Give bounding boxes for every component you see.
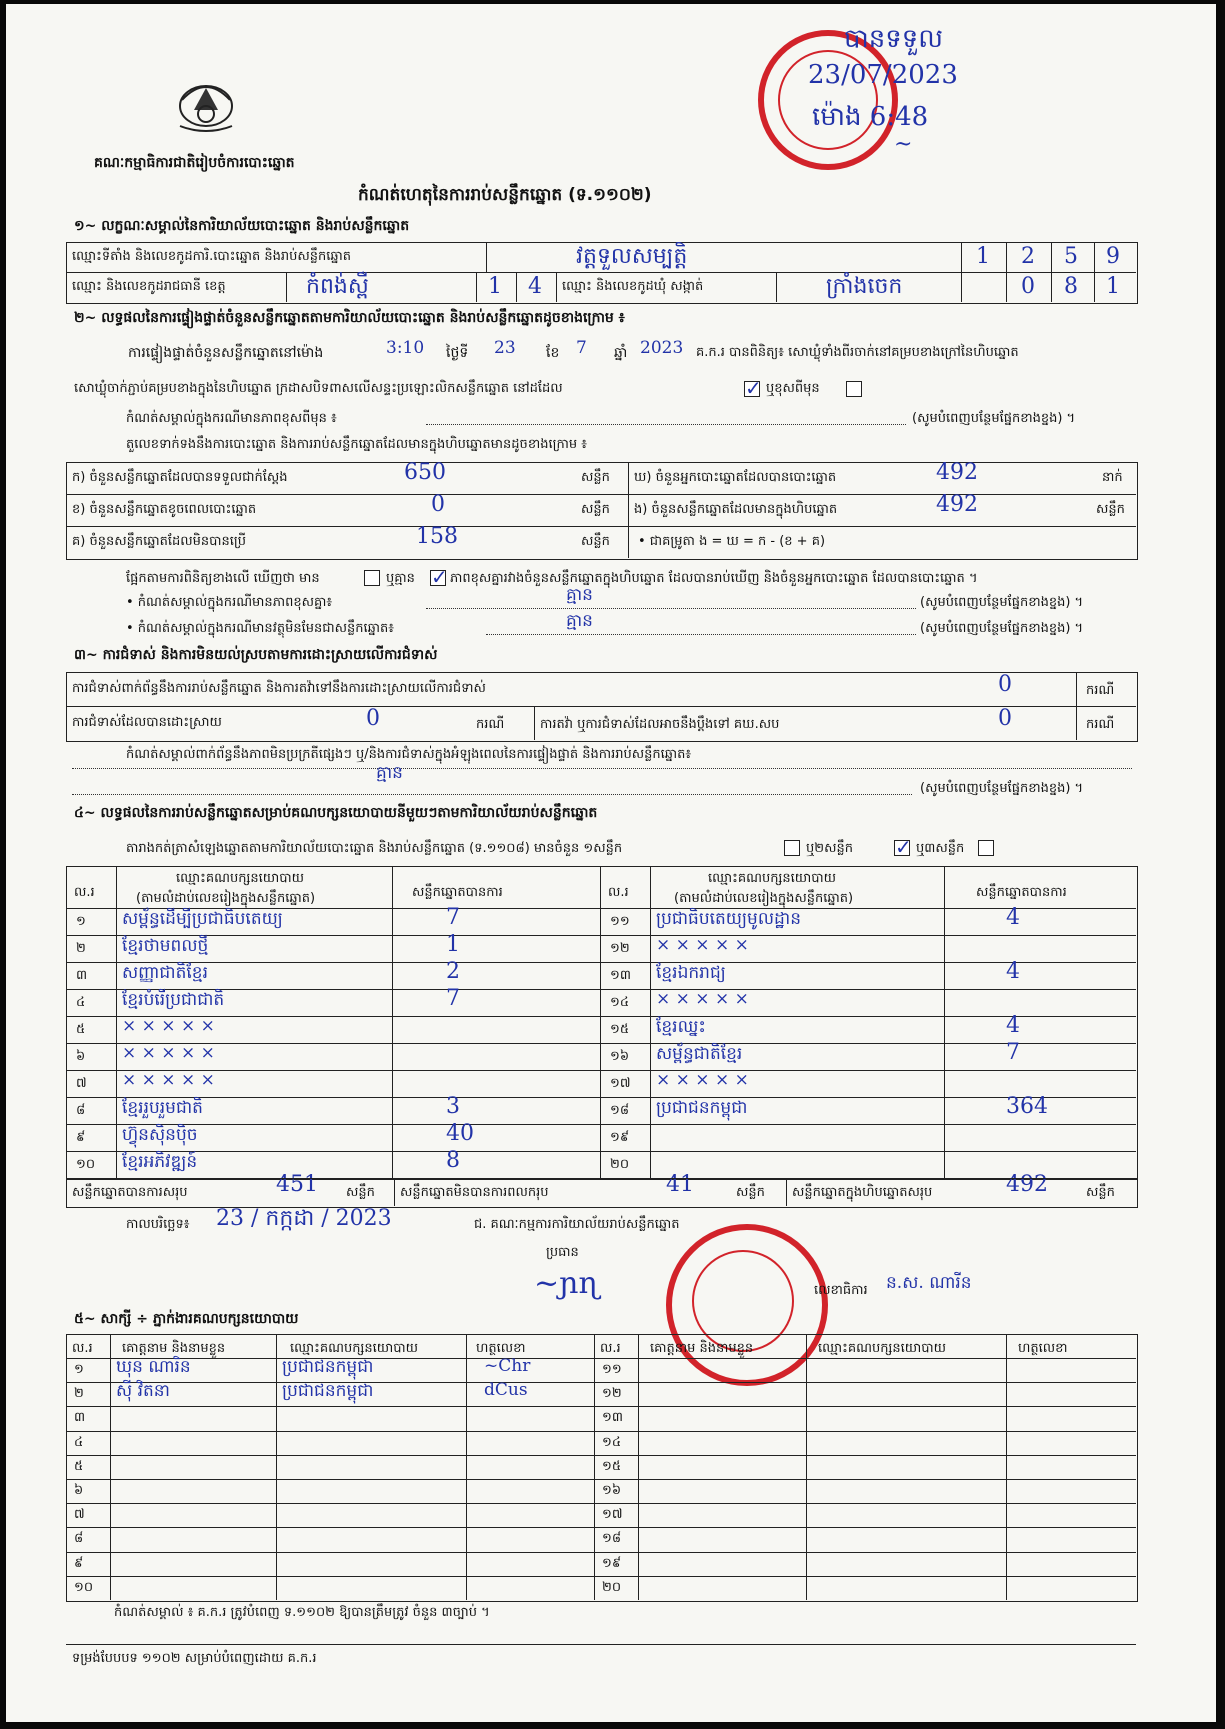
- spoiled-count-hw: 0: [431, 492, 445, 517]
- party-votes-hw: 40: [446, 1121, 474, 1146]
- witness-name-hw: ឃុន ណារិន: [116, 1357, 191, 1377]
- location-hw: វត្តទួលសម្បត្តិ: [576, 244, 688, 269]
- witness-row-number: ៩: [74, 1555, 84, 1571]
- witness-row-number: ១៣: [602, 1410, 623, 1426]
- diff-no-checkbox[interactable]: [430, 570, 446, 586]
- three-sheet-checkbox[interactable]: [978, 840, 994, 856]
- row-number: ៩: [76, 1130, 86, 1145]
- party-name-hw: × × × × ×: [122, 1043, 215, 1063]
- witness-row-number: ៦: [74, 1483, 84, 1498]
- one-sheet-checkbox[interactable]: [784, 840, 800, 856]
- party-name-hw: សម្ព័ន្ធជាតិខ្មែរ: [656, 1044, 743, 1064]
- row-number: ១: [76, 914, 86, 929]
- footer-note: កំណត់សម្គាល់ ៖ គ.ក.រ ត្រូវបំពេញ ទ.១១០២ ឱ្យបានត្រឹមត្រូវ ចំនួន ៣ច្បាប់ ។: [114, 1605, 490, 1620]
- section3-title: ៣~ ការជំទាស់ និងការមិនយល់ស្របតាមការដោះស្រាយលើការជំទាស់: [74, 647, 438, 663]
- witness-row-number: ១៨: [602, 1531, 622, 1547]
- total-invalid-hw: 41: [666, 1172, 694, 1197]
- received-date-hw: 23/07/2023: [808, 60, 958, 90]
- party-votes-hw: 1: [446, 932, 460, 957]
- party-name-hw: × × × × ×: [656, 935, 749, 955]
- commune-hw: ក្រាំងចេក: [826, 274, 903, 299]
- form-page: គណៈកម្មាធិការជាតិរៀបចំការបោះឆ្នោត បានទទួល 23/07/2023 ម៉ោង 6:48 ~ កំណត់ហេតុនៃការរាប់សន្លឹកឆ្នោត (ទ.១១០២) ១~ លក្ខណៈសម្គាល់នៃការិយាល័យបោះឆ្នោត និងរាប់សន្លឹកឆ្នោត ឈ្មោះទីតាំង និងលេខកូដការិ.បោះឆ្នោត និងរាប់សន្លឹកឆ្នោត វត្តទួលសម្បត្តិ 1 2 5 9 ឈ្មោះ និងលេខកូដរាជធានី ខេត្ត កំពង់ស្ពឺ 1 4 ឈ្មោះ និងលេខកូដឃុំ សង្កាត់ ក្រាំងចេក 0 8 1 ២~ លទ្ធផលនៃការផ្ទៀងផ្ទាត់ចំនួនសន្លឹកឆ្នោតតាមការិយាល័យបោះឆ្នោត និងរាប់សន្លឹកឆ្នោតដូចខាងក្រោម ៖ ការផ្ទៀងផ្ទាត់ចំនួនសន្លឹកឆ្នោតនៅម៉ោង 3:10 ថ្ងៃទី 23 ខែ 7 ឆ្នាំ 2023 គ.ក.រ បានពិនិត្យ៖ សោឃ្លុំទាំងពីរចាក់នៅគម្របខាងក្រៅនៃហិបឆ្នោត សោឃ្លុំចាក់ភ្ជាប់គម្របខាងក្នុងនៃហិបឆ្នោត ក្រដាសបិទពាសលើសន្ទះប្រឡោះលិកសន្លឹកឆ្នោត នៅដដែល ✓ ឬខុសពីមុន កំណត់សម្គាល់ក្នុងករណីមានភាពខុសពីមុន ៖ (សូមបំពេញបន្ថែមផ្នែកខាងខ្នង) ។ តួលេខទាក់ទងនឹងការបោះឆ្នោត និងការរាប់សន្លឹកឆ្នោតដែលមានក្នុងហិបឆ្នោតមានដូចខាងក្រោម ៖ ក) ចំនួនសន្លឹកឆ្នោតដែលបានទទួលជាក់ស្តែង 650 សន្លឹក ខ) ចំនួនសន្លឹកឆ្នោតខូចពេលបោះឆ្នោត 0 សន្លឹក គ) ចំនួនសន្លឹកឆ្នោតដែលមិនបានប្រើ 158 សន្លឹក ឃ) ចំនួនអ្នកបោះឆ្នោតដែលបានបោះឆ្នោត 492 នាក់ ង) ចំនួនសន្លឹកឆ្នោតដែលមានក្នុងហិបឆ្នោត 492 សន្លឹក • ជាគម្រូតា ង = ឃ = ក - (ខ + គ) ផ្អែកតាមការពិនិត្យខាងលើ ឃើញថា មាន ឬគ្មាន ✓ ភាពខុសគ្នារវាងចំនួនសន្លឹកឆ្នោតក្នុងហិបឆ្នោត ដែលបានរាប់ឃើញ និងចំនួនអ្នកបោះឆ្នោត ដែលបានបោះឆ្នោត ។ • កំណត់សម្គាល់ក្នុងករណីមានភាពខុសគ្នា៖ គ្មាន (សូមបំពេញបន្ថែមផ្នែកខាងខ្នង) ។ • កំណត់សម្គាល់ក្នុងករណីមានវត្ថុមិនមែនជាសន្លឹកឆ្នោត៖ គ្មាន (សូមបំពេញបន្ថែមផ្នែកខាងខ្នង) ។ ៣~ ការជំទាស់ និងការមិនយល់ស្របតាមការដោះស្រាយលើការជំទាស់ ការជំទាស់ពាក់ព័ន្ធនឹងការរាប់សន្លឹកឆ្នោត និងការតវ៉ាទៅនឹងការដោះស្រាយលើការជំទាស់ 0 ករណី ការជំទាស់ដែលបានដោះស្រាយ 0 ករណី ការតវ៉ា ឬការជំទាស់ដែលអាចនឹងប្តឹងទៅ គឃ.សប 0 ករណី កំណត់សម្គាល់ពាក់ព័ន្ធនឹងភាពមិនប្រក្រតីផ្សេងៗ ឬ/និងការជំទាស់ក្នុងអំឡុងពេលនៃការផ្ទៀងផ្ទាត់ និងការរាប់សន្លឹកឆ្នោត៖ គ្មាន (សូមបំពេញបន្ថែមផ្នែកខាងខ្នង) ។ ៤~ លទ្ធផលនៃការរាប់សន្លឹកឆ្នោតសម្រាប់គណបក្សនយោបាយនីមួយៗតាមការិយាល័យរាប់សន្លឹកឆ្នោត តារាងកត់ត្រាសំឡេងឆ្នោតតាមការិយាល័យបោះឆ្នោត និងរាប់សន្លឹកឆ្នោត (ទ.១១០៨) មានចំនួន ១សន្លឹក ឬ២សន្លឹក ✓ ឬ៣សន្លឹក ល.រ ឈ្មោះគណបក្សនយោបាយ (តាមលំដាប់លេខរៀងក្នុងសន្លឹកឆ្នោត) សន្លឹកឆ្នោតបានការ ល.រ ឈ្មោះគណបក្សនយោបាយ (តាមលំដាប់លេខរៀងក្នុងសន្លឹកឆ្នោត) សន្លឹកឆ្នោតបានការ សន្លឹកឆ្នោតបានការសរុប 451 សន្លឹក សន្លឹកឆ្នោតមិនបានការពលករុប 41 សន្លឹក សន្លឹកឆ្នោតក្នុងហិបឆ្នោតសរុប 492 សន្លឹក កាលបរិច្ឆេទ៖ 23 / កក្កដា / 2023 ជ. គណៈកម្មការការិយាល័យរាប់សន្លឹកឆ្នោត ប្រធាន ~ɲɳ លេខាធិការ ន.ស. ណារីន ៥~ សាក្សី ÷ ភ្នាក់ងារគណបក្សនយោបាយ ល.រ គោត្តនាម និងនាមខ្លួន ឈ្មោះគណបក្សនយោបាយ ហត្ថលេខា ល.រ គោត្តនាម និងនាមខ្លួន ឈ្មោះគណបក្សនយោបាយ ហត្ថលេខា កំណត់សម្គាល់ ៖ គ.ក.រ ត្រូវបំពេញ ទ.១១០២ ឱ្យបានត្រឹមត្រូវ ចំនួន ៣ច្បាប់ ។ ទម្រង់បែបបទ ១១០២ សម្រាប់បំពេញដោយ គ.ក.រ ១ សម្ព័ន្ធដើម្បីប្រជាធិបតេយ្យ 7 ២ ខ្មែរថាមពលថ្មី 1 ៣ សញ្ញាជាតិខ្មែរ 2 ៤ ខ្មែរបំរើប្រជាជាតិ 7 ៥ × × × × × ៦ × × × × × ៧ × × × × × ៨ ខ្មែររួបរួមជាតិ 3 ៩ ហ៊្វុនស៊ិនប៉ិច 40 ១០ ខ្មែរអភិវឌ្ឍន៍ 8 ១១ ប្រជាធិបតេយ្យមូលដ្ឋាន 4 ១២ × × × × × ១៣ ខ្មែរឯករាជ្យ 4 ១៤ × × × × × ១៥ ខ្មែរឈ្នះ 4 ១៦ សម្ព័ន្ធជាតិខ្មែរ 7 ១៧ × × × × × ១៨ ប្រជាជនកម្ពុជា 364 ១៩ ២០ ១ ឃុន ណារិន ប្រជាជនកម្ពុជា ~Chr ២ ស៊ី វិតនា ប្រជាជនកម្ពុជា dCus ៣ ៤ ៥ ៦ ៧ ៨ ៩ ១០ ១១ ១២ ១៣ ១៤ ១៥ ១៦ ១៧ ១៨ ១៩ ២០: [6, 4, 1216, 1722]
- received-count-hw: 650: [404, 460, 446, 485]
- total-box-hw: 492: [1006, 1172, 1048, 1197]
- doc-title: កំណត់ហេតុនៃការរាប់សន្លឹកឆ្នោត (ទ.១១០២): [358, 185, 652, 205]
- party-name-hw: × × × × ×: [122, 1016, 215, 1036]
- party-votes-hw: 8: [446, 1148, 460, 1173]
- row-number: ២០: [610, 1157, 630, 1172]
- box-count-hw: 492: [936, 492, 978, 517]
- section5-title: ៥~ សាក្សី ÷ ភ្នាក់ងារគណបក្សនយោបាយ: [74, 1311, 299, 1327]
- witness-row-number: ១២: [602, 1386, 622, 1402]
- party-votes-hw: 364: [1006, 1094, 1048, 1119]
- row-number: ១០: [76, 1157, 96, 1172]
- witness-party-hw: ប្រជាជនកម្ពុជា: [282, 1357, 374, 1377]
- emblem-icon: [166, 70, 246, 140]
- row-number: ៤: [76, 995, 86, 1010]
- witness-row-number: ៨: [74, 1531, 84, 1547]
- row-number: ១៨: [610, 1103, 630, 1118]
- commune-label: ឈ្មោះ និងលេខកូដឃុំ សង្កាត់: [562, 279, 704, 294]
- row-number: ២: [76, 941, 86, 956]
- witness-row-number: ១: [74, 1362, 84, 1377]
- total-valid-hw: 451: [276, 1172, 318, 1197]
- witness-name-hw: ស៊ី វិតនា: [116, 1381, 170, 1402]
- party-name-hw: ខ្មែរឈ្នះ: [656, 1017, 706, 1037]
- party-name-hw: ខ្មែររួបរួមជាតិ: [122, 1098, 203, 1118]
- witness-row-number: ១៥: [602, 1458, 622, 1474]
- witness-row-number: ១៩: [602, 1555, 622, 1571]
- witness-row-number: ២០: [602, 1579, 622, 1595]
- row-number: ៥: [76, 1022, 86, 1037]
- witness-row-number: ១០: [74, 1579, 94, 1595]
- party-name-hw: សញ្ញាជាតិខ្មែរ: [122, 963, 208, 983]
- witness-signature: dCus: [484, 1380, 528, 1401]
- party-votes-hw: 4: [1006, 959, 1020, 984]
- party-votes-hw: 3: [446, 1094, 460, 1119]
- party-name-hw: ខ្មែរឯករាជ្យ: [656, 963, 726, 983]
- party-name-hw: ខ្មែរបំរើប្រជាជាតិ: [122, 990, 225, 1010]
- party-name-hw: × × × × ×: [656, 1070, 749, 1090]
- row-number: ១៧: [610, 1076, 631, 1091]
- section4-title: ៤~ លទ្ធផលនៃការរាប់សន្លឹកឆ្នោតសម្រាប់គណបក្សនយោបាយនីមួយៗតាមការិយាល័យរាប់សន្លឹកឆ្នោត: [74, 805, 598, 821]
- party-votes-hw: 7: [446, 986, 460, 1011]
- date-hw: 23 / កក្កដា / 2023: [216, 1206, 392, 1231]
- section2-title: ២~ លទ្ធផលនៃការផ្ទៀងផ្ទាត់ចំនួនសន្លឹកឆ្នោតតាមការិយាល័យបោះឆ្នោត និងរាប់សន្លឹកឆ្នោតដូចខាងក្រោម ៖: [74, 310, 625, 326]
- party-votes-hw: 4: [1006, 905, 1020, 930]
- row-number: ១៣: [610, 968, 631, 983]
- witness-row-number: ១៦: [602, 1483, 622, 1498]
- province-hw: កំពង់ស្ពឺ: [306, 274, 369, 299]
- row-number: ៣: [76, 968, 88, 983]
- party-votes-hw: 7: [1006, 1040, 1020, 1065]
- province-label: ឈ្មោះ និងលេខកូដរាជធានី ខេត្ត: [72, 279, 226, 294]
- row-number: ៧: [76, 1076, 87, 1091]
- party-name-hw: ហ៊្វុនស៊ិនប៉ិច: [122, 1125, 198, 1145]
- witness-row-number: ២: [74, 1386, 84, 1402]
- changed-checkbox[interactable]: [846, 381, 862, 397]
- received-hw: បានទទួល: [844, 24, 944, 54]
- party-name-hw: × × × × ×: [122, 1070, 215, 1090]
- party-name-hw: ប្រជាធិបតេយ្យមូលដ្ឋាន: [656, 909, 802, 929]
- org-name: គណៈកម្មាធិការជាតិរៀបចំការបោះឆ្នោត: [94, 155, 295, 171]
- witness-row-number: ៥: [74, 1458, 84, 1474]
- row-number: ១៤: [610, 995, 630, 1010]
- witness-party-hw: ប្រជាជនកម្ពុជា: [282, 1381, 374, 1402]
- party-votes-hw: 7: [446, 905, 460, 930]
- row-number: ១២: [610, 941, 630, 956]
- same-checkbox[interactable]: [744, 381, 760, 397]
- voters-count-hw: 492: [936, 460, 978, 485]
- row-number: ១១: [610, 914, 630, 929]
- diff-yes-checkbox[interactable]: [364, 570, 380, 586]
- party-name-hw: សម្ព័ន្ធដើម្បីប្រជាធិបតេយ្យ: [122, 909, 283, 929]
- two-sheet-checkbox[interactable]: [894, 840, 910, 856]
- witness-signature: ~Chr: [484, 1356, 531, 1376]
- chair-signature: ~ɲɳ: [534, 1266, 600, 1301]
- form-line: ទម្រង់បែបបទ ១១០២ សម្រាប់បំពេញដោយ គ.ក.រ: [72, 1651, 317, 1666]
- witness-row-number: ៣: [74, 1410, 86, 1426]
- row-number: ៨: [76, 1103, 86, 1118]
- section1-title: ១~ លក្ខណៈសម្គាល់នៃការិយាល័យបោះឆ្នោត និងរាប់សន្លឹកឆ្នោត: [74, 218, 410, 234]
- witness-row-number: ១៧: [602, 1507, 623, 1523]
- location-label: ឈ្មោះទីតាំង និងលេខកូដការិ.បោះឆ្នោត និងរាប់សន្លឹកឆ្នោត: [72, 249, 351, 264]
- unused-count-hw: 158: [416, 524, 458, 549]
- row-number: ១៥: [610, 1022, 630, 1037]
- witness-row-number: ១៤: [602, 1434, 622, 1450]
- party-name-hw: ខ្មែរអភិវឌ្ឍន៍: [122, 1152, 198, 1172]
- secretary-hw: ន.ស. ណារីន: [886, 1273, 972, 1293]
- witness-row-number: ១១: [602, 1362, 622, 1377]
- party-name-hw: ខ្មែរថាមពលថ្មី: [122, 936, 209, 956]
- witness-row-number: ៤: [74, 1434, 84, 1450]
- party-name-hw: ប្រជាជនកម្ពុជា: [656, 1098, 748, 1118]
- received-time-hw: ម៉ោង 6:48: [812, 102, 929, 132]
- row-number: ១៩: [610, 1130, 630, 1145]
- witness-row-number: ៧: [74, 1507, 85, 1523]
- party-votes-hw: 2: [446, 959, 460, 984]
- party-votes-hw: 4: [1006, 1013, 1020, 1038]
- party-name-hw: × × × × ×: [656, 989, 749, 1009]
- row-number: ៦: [76, 1049, 86, 1064]
- row-number: ១៦: [610, 1049, 630, 1064]
